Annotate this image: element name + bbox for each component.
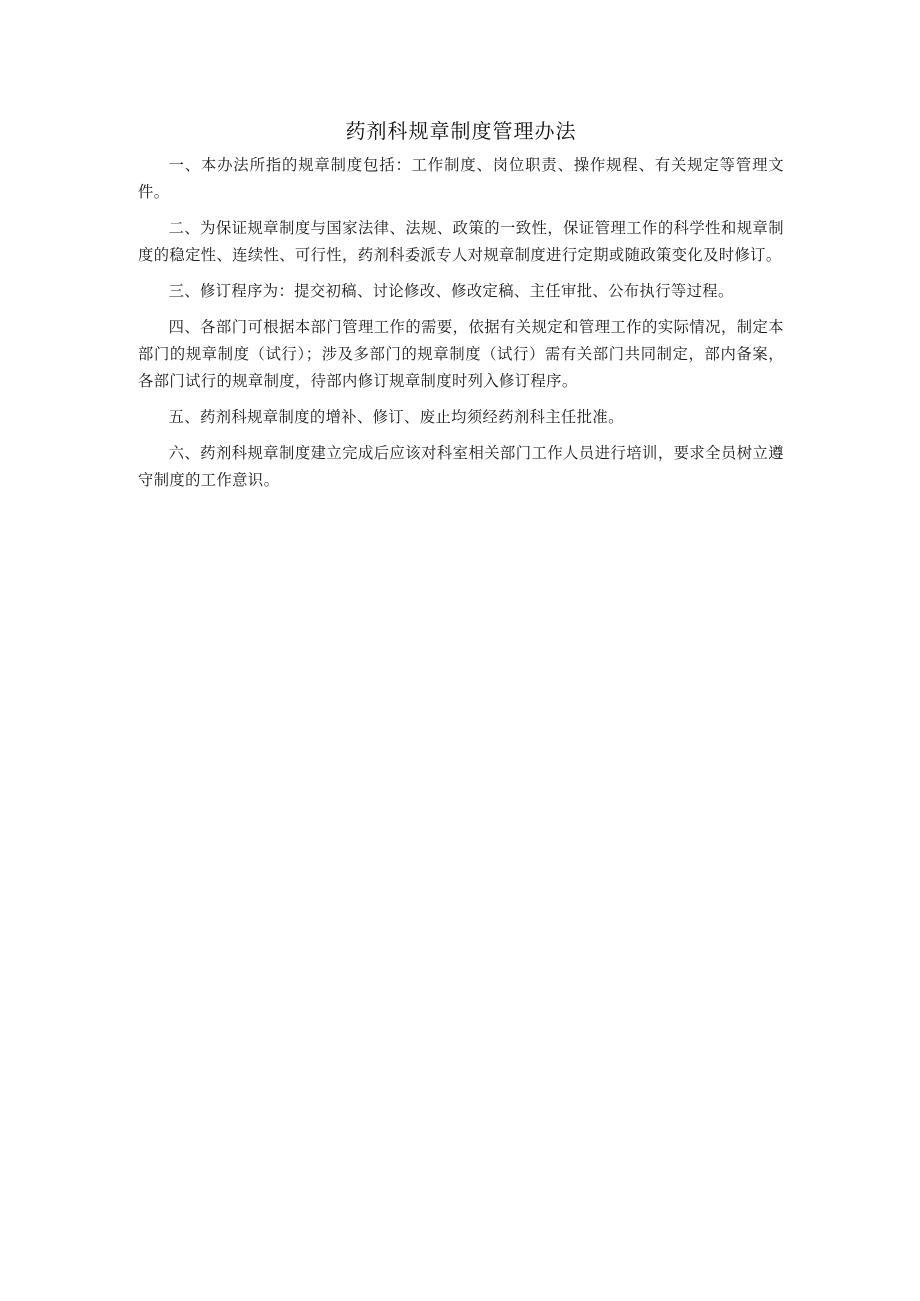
document-page (138, 116, 784, 503)
paragraph-3: 三、修订程序为：提交初稿、讨论修改、修改定稿、主任审批、公布执行等过程。 (168, 282, 734, 300)
paragraph-6: 六、药剂科规章制度建立完成后应该对科室相关部门工作人员进行培训，要求全员树立遵守制度的工作意识。 (138, 444, 784, 489)
paragraph-1: 一、本办法所指的规章制度包括：工作制度、岗位职责、操作规程、有关规定等管理文件。 (138, 156, 784, 201)
paragraph-2: 二、为保证规章制度与国家法律、法规、政策的一致性，保证管理工作的科学性和规章制度的稳定性、连续性、可行性，药剂科委派专人对规章制度进行定期或随政策变化及时修订。 (138, 219, 784, 264)
document-title: 药剂科规章制度管理办法 (345, 119, 577, 143)
paragraph-5: 五、药剂科规章制度的增补、修订、废止均须经药剂科主任批准。 (168, 408, 624, 426)
paragraph-4: 四、各部门可根据本部门管理工作的需要，依据有关规定和管理工作的实际情况，制定本部门的规章制度（试行）；涉及多部门的规章制度（试行）需有关部门共同制定，部内备案，各部门试行的规章制度，待部内修订规章制度时列入修订程序。 (138, 318, 784, 390)
